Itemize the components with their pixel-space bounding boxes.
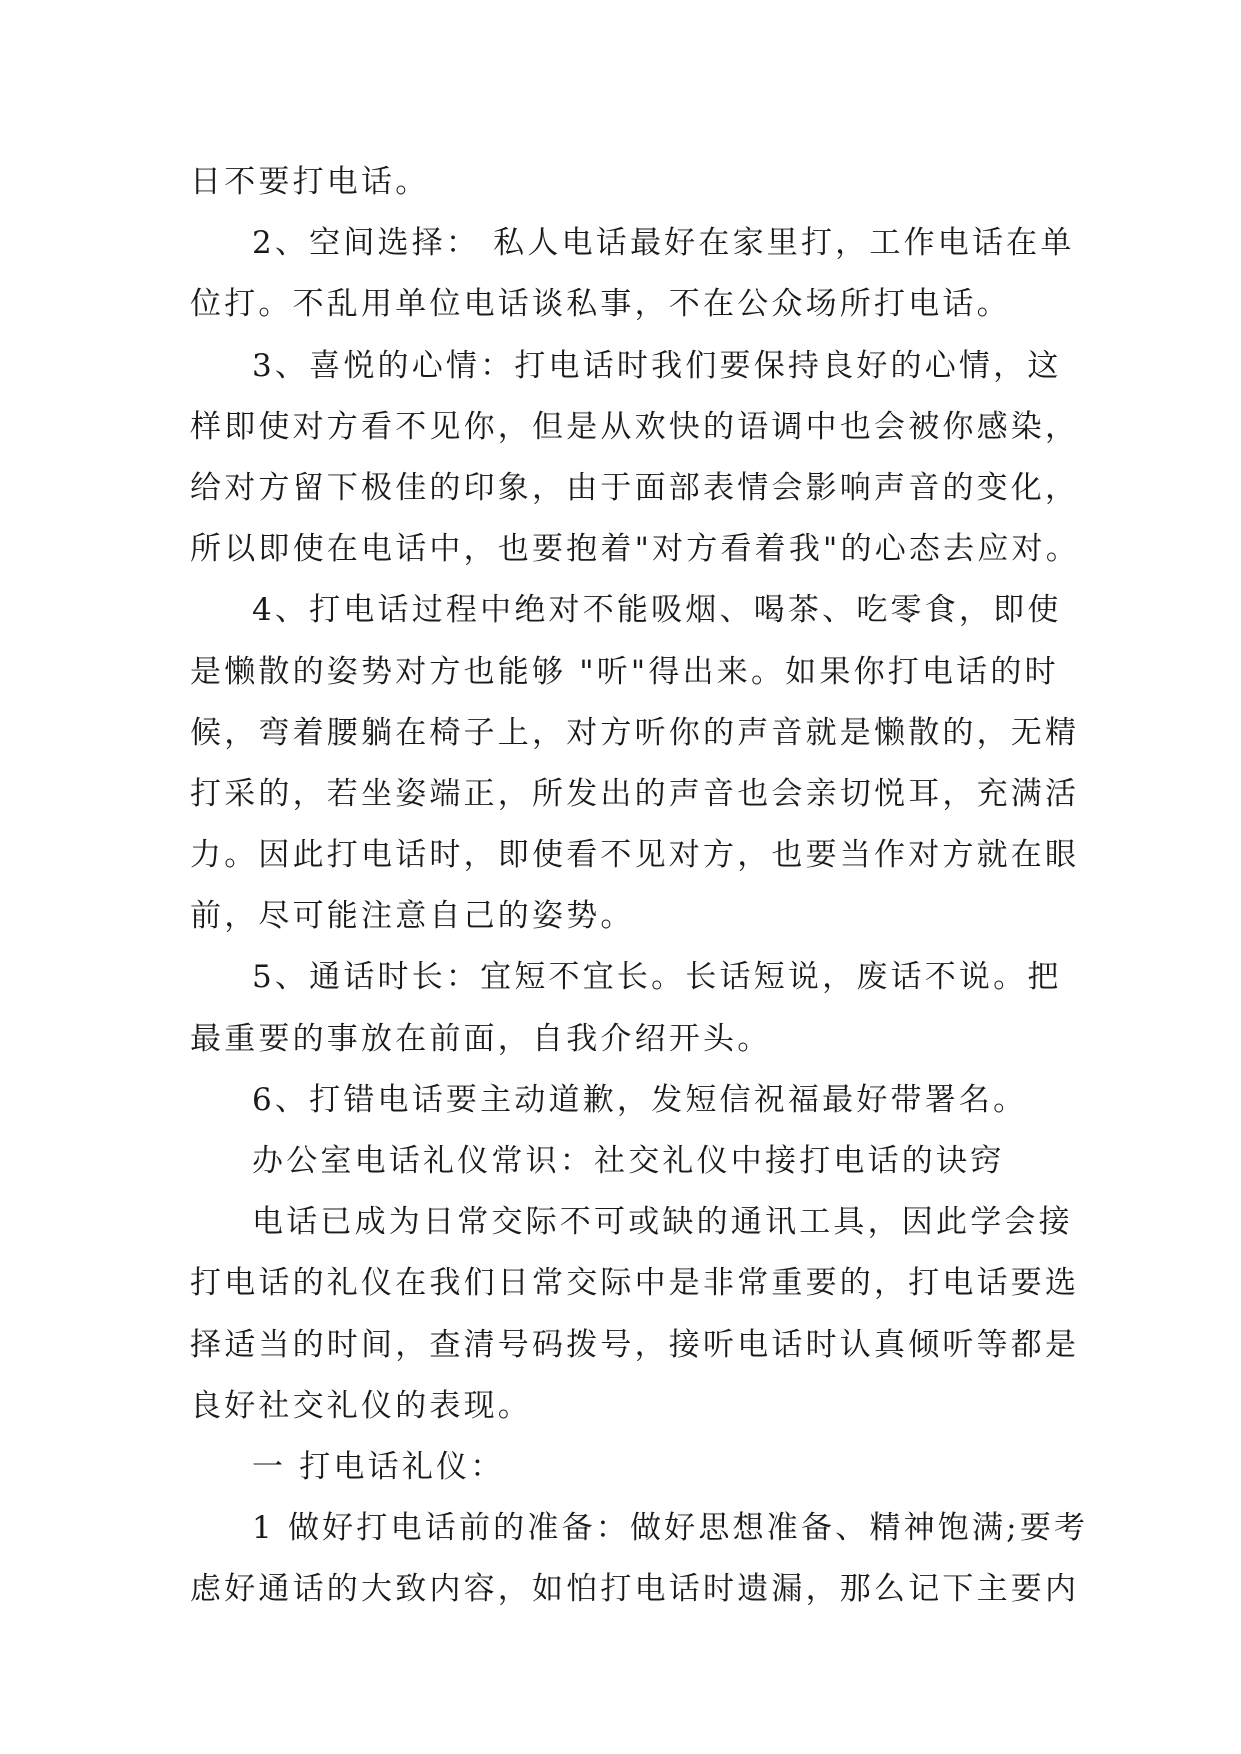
- text-line: 力。因此打电话时，即使看不见对方，也要当作对方就在眼: [190, 837, 1080, 874]
- text-line: 最重要的事放在前面，自我介绍开头。: [190, 1020, 772, 1057]
- text-line: 1 做好打电话前的准备：做好思想准备、精神饱满;要考: [252, 1510, 1089, 1547]
- text-line: 前，尽可能注意自己的姿势。: [190, 898, 635, 935]
- text-line: 所以即使在电话中，也要抱着"对方看着我"的心态去应对。: [190, 531, 1080, 568]
- text-line: 3、喜悦的心情：打电话时我们要保持良好的心情，这: [252, 347, 1062, 384]
- text-line: 样即使对方看不见你，但是从欢快的语调中也会被你感染，: [190, 408, 1080, 445]
- section-heading: 一 打电话礼仪：: [252, 1448, 505, 1485]
- text-line: 给对方留下极佳的印象，由于面部表情会影响声音的变化，: [190, 469, 1080, 506]
- text-line: 电话已成为日常交际不可或缺的通讯工具，因此学会接: [252, 1204, 1073, 1241]
- text-line: 是懒散的姿势对方也能够 "听"得出来。如果你打电话的时: [190, 653, 1059, 690]
- text-line: 打电话的礼仪在我们日常交际中是非常重要的，打电话要选: [190, 1265, 1080, 1302]
- section-heading: 办公室电话礼仪常识：社交礼仪中接打电话的诀窍: [252, 1143, 1005, 1179]
- document-body: [190, 152, 1089, 1621]
- text-line: 2、空间选择： 私人电话最好在家里打，工作电话在单: [252, 225, 1075, 262]
- text-line: 日不要打电话。: [190, 164, 430, 200]
- text-line: 虑好通话的大致内容，如怕打电话时遗漏，那么记下主要内: [190, 1571, 1080, 1608]
- text-line: 良好社交礼仪的表现。: [190, 1387, 532, 1424]
- text-line: 6、打错电话要主动道歉，发短信祝福最好带署名。: [252, 1081, 1028, 1118]
- text-line: 位打。不乱用单位电话谈私事，不在公众场所打电话。: [190, 286, 1011, 323]
- text-line: 打采的，若坐姿端正，所发出的声音也会亲切悦耳，充满活: [190, 775, 1080, 812]
- text-line: 5、通话时长：宜短不宜长。长话短说，废话不说。把: [252, 959, 1062, 996]
- text-line: 4、打电话过程中绝对不能吸烟、喝茶、吃零食，即使: [252, 592, 1062, 629]
- text-line: 择适当的时间，查清号码拨号，接听电话时认真倾听等都是: [190, 1326, 1080, 1363]
- text-line: 候，弯着腰躺在椅子上，对方听你的声音就是懒散的，无精: [190, 714, 1080, 751]
